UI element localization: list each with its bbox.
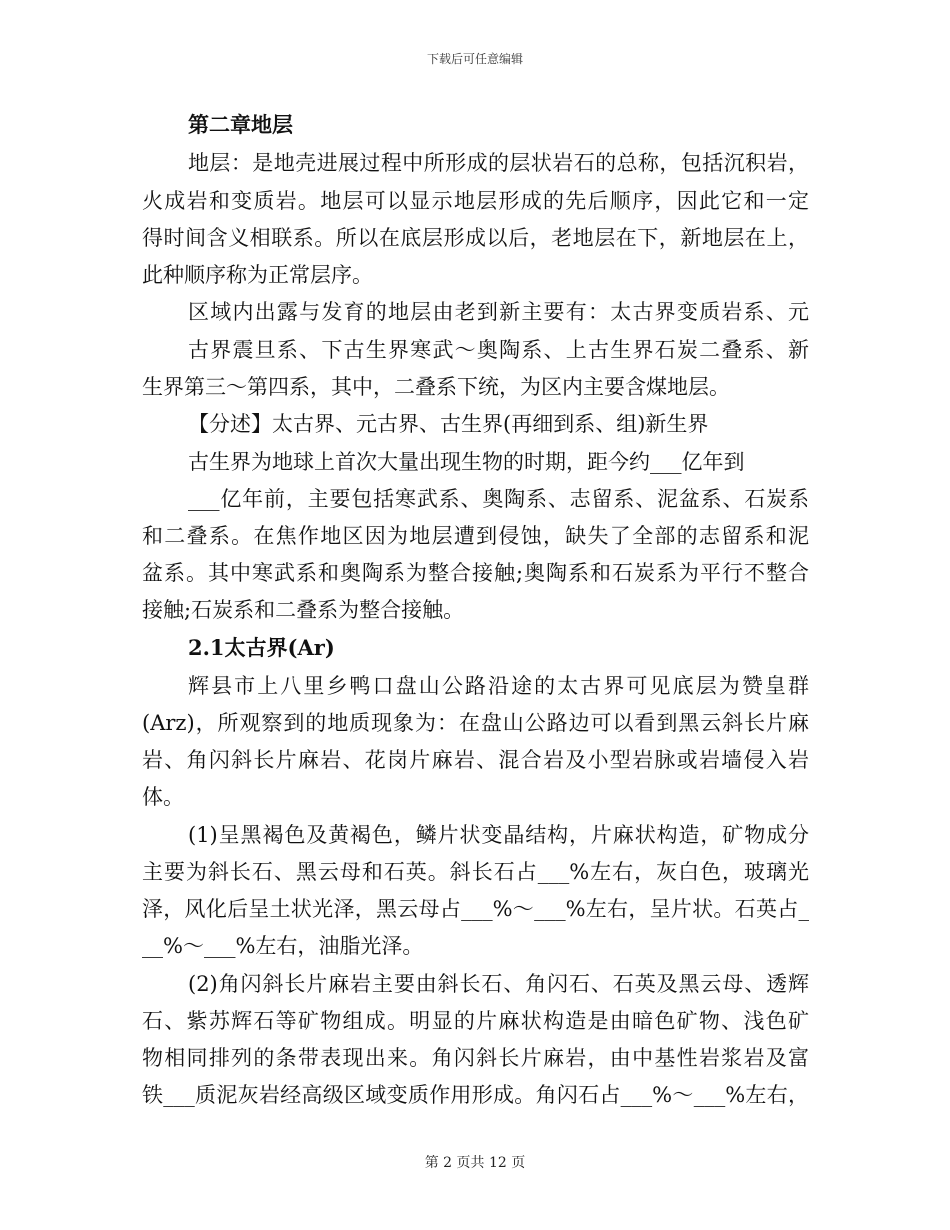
text-line: (Arz)，所观察到的地质现象为：在盘山公路边可以看到黑云斜长片麻 [142, 711, 809, 735]
text-line: 生界第三～第四系，其中，二叠系下统，为区内主要含煤地层。 [142, 375, 730, 399]
text-line: 辉县市上八里乡鸭口盘山公路沿途的太古界可见底层为赞皇群 [188, 674, 809, 698]
text-line: 地层：是地壳进展过程中所形成的层状岩石的总称，包括沉积岩， [188, 151, 809, 175]
text-line: 和二叠系。在焦作地区因为地层遭到侵蚀，缺失了全部的志留系和泥 [142, 524, 809, 548]
page-header: 下载后可任意编辑 [426, 52, 523, 66]
text-line: 此种顺序称为正常层序。 [142, 263, 373, 287]
section-heading: 第二章地层 [188, 112, 293, 137]
section-heading: 2.1太古界(Ar) [188, 635, 335, 660]
text-line: 接触;石炭系和二叠系为整合接触。 [142, 598, 465, 622]
text-line: __%～___%左右，油脂光泽。 [142, 934, 424, 958]
text-line: 区域内出露与发育的地层由老到新主要有：太古界变质岩系、元 [188, 300, 809, 324]
text-line: 古界震旦系、下古生界寒武～奥陶系、上古生界石炭二叠系、新 [188, 338, 809, 362]
text-line: (2)角闪斜长片麻岩主要由斜长石、角闪石、石英及黑云母、透辉 [188, 972, 809, 996]
text-line: 【分述】太古界、元古界、古生界(再细到系、组)新生界 [188, 412, 709, 436]
page-footer: 第 2 页共 12 页 [424, 1155, 526, 1171]
text-line: 岩、角闪斜长片麻岩、花岗片麻岩、混合岩及小型岩脉或岩墙侵入岩 [142, 748, 809, 772]
text-line: 得时间含义相联系。所以在底层形成以后，老地层在下，新地层在上， [142, 226, 809, 250]
text-line: 铁___质泥灰岩经高级区域变质作用形成。角闪石占___%～___%左右， [142, 1083, 809, 1107]
text-line: (1)呈黑褐色及黄褐色，鳞片状变晶结构，片麻状构造，矿物成分 [188, 823, 809, 847]
text-line: 主要为斜长石、黑云母和石英。斜长石占___%左右，灰白色，玻璃光 [142, 860, 809, 884]
text-line: 体。 [142, 785, 184, 809]
text-line: 泽，风化后呈土状光泽，黑云母占___%～___%左右，呈片状。石英占_ [142, 897, 809, 921]
text-line: 石、紫苏辉石等矿物组成。明显的片麻状构造是由暗色矿物、浅色矿 [142, 1009, 809, 1033]
text-line: 物相同排列的条带表现出来。角闪斜长片麻岩，由中基性岩浆岩及富 [142, 1046, 809, 1070]
text-line: ___亿年前，主要包括寒武系、奥陶系、志留系、泥盆系、石炭系 [188, 487, 809, 511]
text-line: 火成岩和变质岩。地层可以显示地层形成的先后顺序，因此它和一定 [142, 189, 809, 213]
text-line: 盆系。其中寒武系和奥陶系为整合接触;奥陶系和石炭系为平行不整合 [142, 561, 809, 585]
text-line: 古生界为地球上首次大量出现生物的时期，距今约___亿年到 [188, 450, 745, 474]
